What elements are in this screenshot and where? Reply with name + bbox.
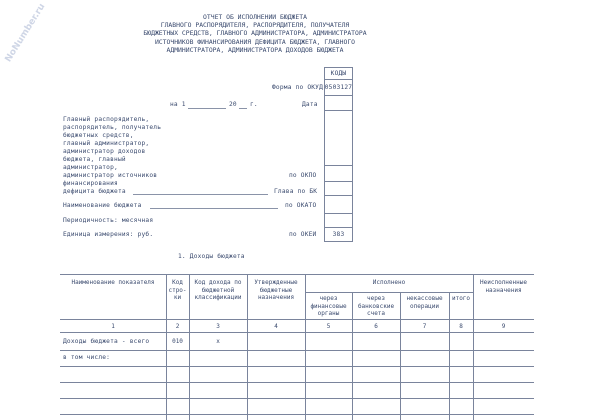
col-number: 5 [326,323,331,330]
left-block-line: администратор доходов [63,148,146,155]
col-header-line-code: Код стро- ки [168,279,187,302]
left-block-line: бюджетных средств, [63,132,134,139]
glava-label: Глава по БК [274,188,318,195]
row-income-code: x [216,338,220,345]
section-title: 1. Доходы бюджета [178,253,245,260]
col-number: 3 [216,323,220,330]
title-line: ОТЧЕТ ОБ ИСПОЛНЕНИИ БЮДЖЕТА [203,13,307,21]
left-block-line: бюджета, главный [63,156,126,163]
left-block-line: Главный распорядитель, [63,116,150,123]
col-number: 9 [501,323,506,330]
col-header-approved: Утвержденные бюджетные назначения [254,279,298,302]
date-year: 20 [229,101,237,108]
col-number: 2 [175,323,180,330]
date-suffix: г. [250,101,258,108]
row-name: Доходы бюджета - всего [63,338,150,345]
left-block-line: распорядитель, получатель [63,124,162,131]
okato-label: по ОКАТО [285,202,317,209]
okei-label: по ОКЕИ [289,231,317,238]
title-line: ИСТОЧНИКОВ ФИНАНСИРОВАНИЯ ДЕФИЦИТА БЮДЖЕТА, ГЛАВНОГО [154,37,356,46]
watermark: NoNumber.ru [3,1,48,65]
date-prefix: на 1 [170,101,186,108]
date-label: Дата [302,101,318,108]
left-block-line: главный администратор, [63,140,150,147]
okei-value: 383 [332,231,345,238]
row-name: в том числе: [63,354,111,361]
okud-label: Форма по ОКУД [272,84,324,91]
unit-of-measure: Единица измерения: руб. [63,231,154,238]
okpo-label: по ОКПО [289,172,317,179]
col-header-via-fin-org: через финансовые органы [310,295,347,318]
col-header-total: итого [451,295,471,302]
col-number: 7 [422,323,427,330]
codes-header: КОДЫ [330,70,347,77]
col-header-unexecuted: Неисполненные назначения [480,279,527,294]
col-header-via-bank: через банковские счета [357,295,395,318]
row-line-code: 010 [172,338,183,345]
okud-value: 0503127 [324,84,353,91]
report-title [80,13,430,54]
left-block-line: дефицита бюджета [63,188,126,195]
col-header-executed: Исполнено [372,279,406,286]
col-header-name: Наименование показателя [71,279,155,286]
col-header-non-cash: некассовые операции [406,295,443,310]
title-line: БЮДЖЕТНЫХ СРЕДСТВ, ГЛАВНОГО АДМИНИСТРАТОРА, АДМИНИСТРАТОРА [143,29,367,38]
budget-name-label: Наименование бюджета [63,202,142,209]
codes-frame [324,67,353,242]
title-line: АДМИНИСТРАТОРА, АДМИНИСТРАТОРА ДОХОДОВ БЮДЖЕТА [166,45,344,54]
left-block-line: администратор источников [63,172,158,179]
col-header-income-code: Код дохода по бюджетной классификации [194,279,242,302]
title-line: ГЛАВНОГО РАСПОРЯДИТЕЛЯ, РАСПОРЯДИТЕЛЯ, ПОЛУЧАТЕЛЯ [160,21,350,30]
col-number: 6 [374,323,378,330]
col-number: 1 [111,323,115,330]
col-number: 4 [274,323,278,330]
left-block-line: администратор, [63,164,118,171]
col-number: 8 [459,323,463,330]
periodicity: Периодичность: месячная [63,217,154,224]
left-block-line: финансирования [63,180,118,187]
